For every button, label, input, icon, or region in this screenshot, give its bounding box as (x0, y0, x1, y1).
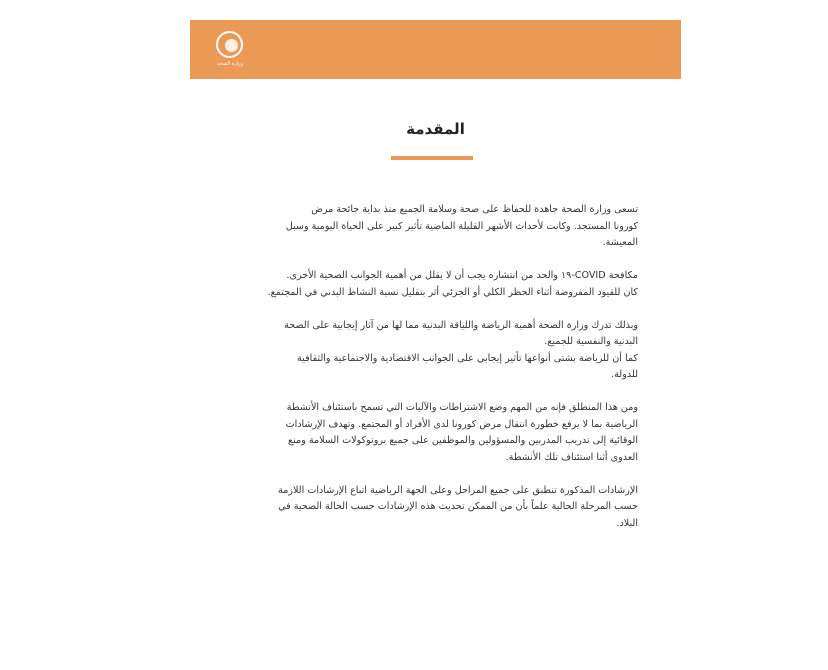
paragraph-line: كما أن للرياضة بشتى أنواعها تأثير إيجابي على الجوانب الاقتصادية والاجتماعية والثقافية (297, 352, 638, 364)
paragraph-line: الوقائية إلى تدريب المدربين والمسؤولين والموظفين على جميع بروتوكولات السلامة ومنع (288, 435, 638, 446)
page-header-banner (190, 20, 681, 79)
intro-body-text (252, 202, 638, 549)
title-underline (391, 156, 473, 160)
paragraph-line: للدولة. (611, 369, 638, 380)
paragraph (252, 400, 638, 466)
ministry-emblem-icon (216, 31, 243, 58)
paragraph-line: كورونا المستجد. وكانت لأحداث الأشهر القليلة الماضية تأثير كبير على الحياة اليومية وسبل (285, 220, 638, 232)
paragraph-line: العدوى أثنا استئناف تلك الأنشطة. (505, 451, 638, 463)
paragraph-line: تسعى وزارة الصحة جاهدة للحفاظ على صحة وسلامة الجميع منذ بداية جائحة مرض (311, 204, 638, 215)
paragraph-line: الرياضية بما لا يرفع خطورة انتقال مرض كورونا لدى الأفراد أو المجتمع. وتهدف الإرشادات (285, 418, 638, 430)
document-page (190, 20, 681, 660)
paragraph (252, 318, 638, 384)
paragraph-line: ومن هذا المنطلق فإنه من المهم وضع الاشتراطات والآليات التي تسمح باستئناف الأنشطة (286, 402, 638, 413)
paragraph (252, 268, 638, 301)
paragraph-line: وبذلك تدرك وزارة الصحة أهمية الرياضة واللياقة البدنية مما لها من آثار إيجابية على الصحة (284, 319, 638, 331)
paragraph-line: حسب المرحلة الحالية علماً بأن من الممكن تحديث هذه الإرشادات حسب الحالة الصحية في (278, 501, 638, 512)
paragraph-line: البلاد. (616, 517, 638, 529)
logo-caption: وزارة الصحة (217, 61, 243, 67)
paragraph-line: المعيشة. (602, 237, 638, 248)
ministry-logo (215, 31, 245, 71)
paragraph-line: البدنية والنفسية للجميع. (544, 336, 638, 347)
paragraph (252, 202, 638, 252)
paragraph-line: الإرشادات المذكورة تنطبق على جميع المراحل وعلى الجهة الرياضية اتباع الإرشادات اللازمة (278, 484, 638, 496)
section-title: المقدمة (406, 120, 465, 138)
paragraph-line: كان للقيود المفروضة أثناء الحظر الكلي أو الجزئي أثر بتقليل نسبة النشاط البدني في المجتمع. (267, 286, 638, 298)
paragraph-line: مكافحة COVID-١٩ والحد من انتشاره يجب أن لا يقلل من أهمية الجوانب الصحية الأخرى. (286, 270, 638, 281)
paragraph (252, 483, 638, 533)
